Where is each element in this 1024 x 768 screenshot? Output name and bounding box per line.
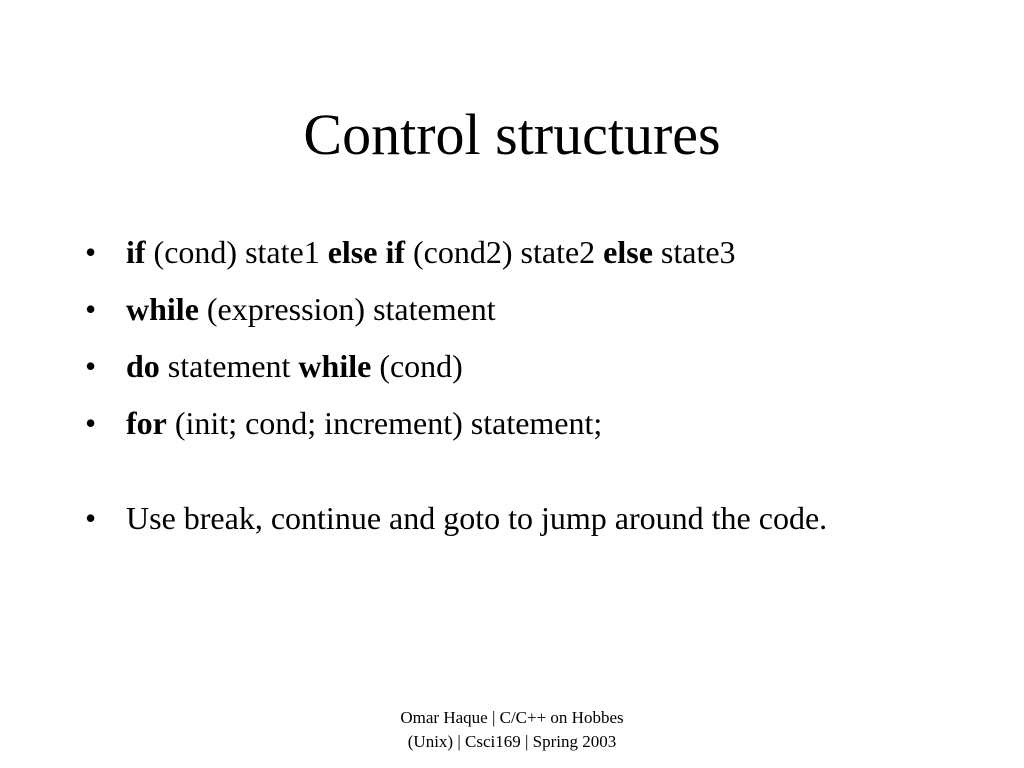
slide-title: Control structures [303, 102, 721, 167]
bullet-text: (cond) [371, 348, 463, 384]
bullet-list [85, 228, 935, 551]
bullet-item-while [85, 285, 935, 333]
bullet-item-do-while [85, 342, 935, 390]
keyword-if: if [126, 234, 146, 270]
bullet-text: state3 [652, 234, 736, 270]
keyword-for: for [126, 405, 167, 441]
bullet-marker: • [85, 500, 97, 536]
bullet-text: (expression) statement [198, 291, 496, 327]
keyword-while: while [298, 348, 372, 384]
keyword-else: else [603, 234, 653, 270]
bullet-text: (cond) state1 [145, 234, 328, 270]
bullet-marker: • [85, 348, 97, 384]
keyword-else-if: else if [327, 234, 405, 270]
bullet-item-if [85, 228, 935, 276]
bullet-item-for [85, 399, 935, 447]
bullet-text: Use break, continue and goto to jump around the code. [126, 500, 828, 536]
bullet-item-jump [85, 494, 935, 542]
footer-line-1: Omar Haque | C/C++ on Hobbes [400, 708, 624, 727]
bullet-marker: • [85, 234, 97, 270]
slide-footer [312, 706, 712, 754]
bullet-text: (init; cond; increment) statement; [166, 405, 603, 441]
bullet-text: (cond2) state2 [405, 234, 604, 270]
footer-line-2: (Unix) | Csci169 | Spring 2003 [407, 732, 617, 751]
keyword-while: while [126, 291, 199, 327]
bullet-marker: • [85, 291, 97, 327]
keyword-do: do [126, 348, 160, 384]
bullet-text: statement [159, 348, 299, 384]
bullet-marker: • [85, 405, 97, 441]
